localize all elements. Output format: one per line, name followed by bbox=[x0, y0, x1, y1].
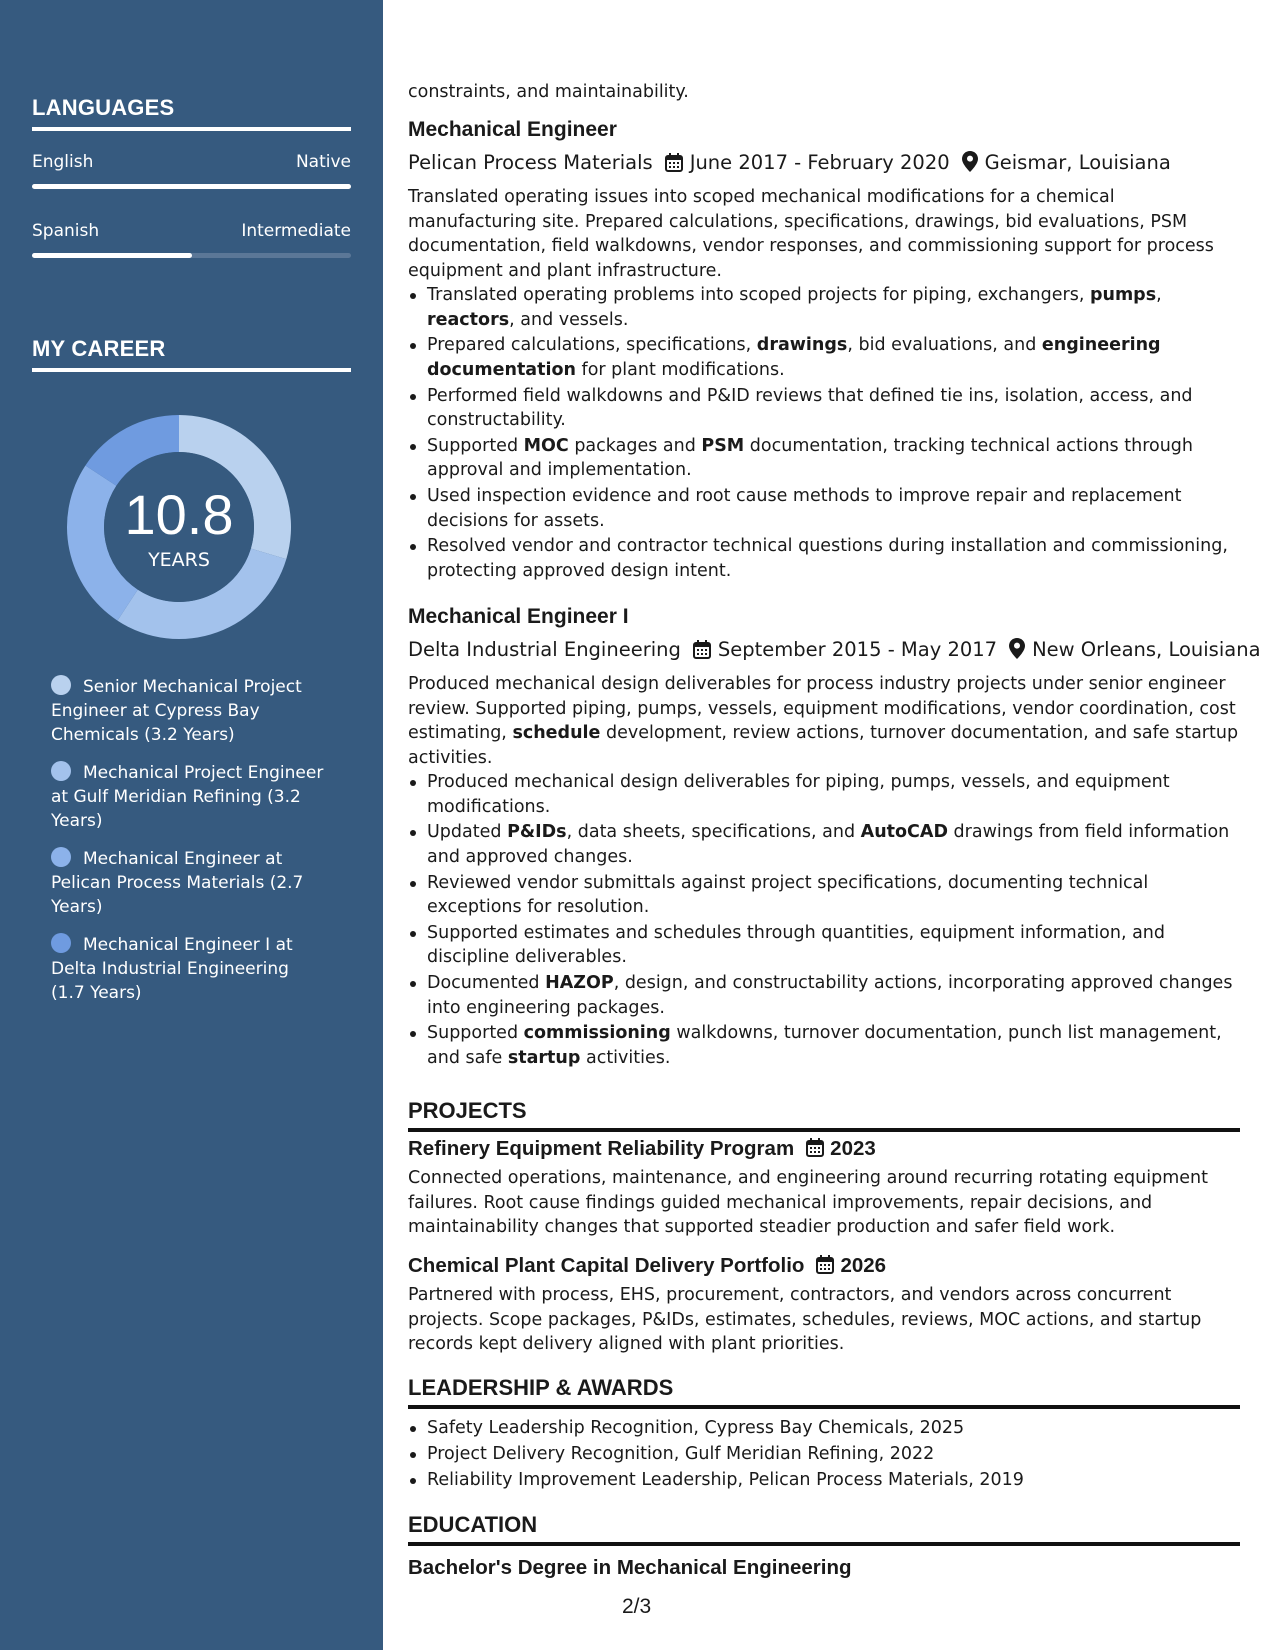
language-proficiency-fill bbox=[32, 253, 192, 258]
map-pin-icon bbox=[962, 151, 978, 177]
calendar-icon bbox=[806, 1138, 824, 1163]
bullet-item: Prepared calculations, specifications, drawings, bid evaluations, and engineering documentation for plant modifications. bbox=[408, 333, 1240, 382]
career-legend-item bbox=[51, 675, 327, 747]
bullet-item: Documented HAZOP, design, and constructability actions, incorporating approved changes into engineering packages. bbox=[408, 971, 1240, 1020]
career-total bbox=[67, 415, 291, 639]
job-title: Mechanical Engineer I bbox=[408, 605, 629, 628]
career-legend-item bbox=[51, 761, 327, 833]
career-heading: MY CAREER bbox=[32, 336, 351, 372]
job-bullets bbox=[408, 770, 1240, 1072]
project-title: Refinery Equipment Reliability Program bbox=[408, 1137, 795, 1160]
bullet-item: Produced mechanical design deliverables for piping, pumps, vessels, and equipment modifications. bbox=[408, 770, 1240, 819]
job-company: Pelican Process Materials bbox=[408, 151, 653, 174]
project-year: 2023 bbox=[830, 1137, 876, 1160]
award-item: Project Delivery Recognition, Gulf Meridian Refining, 2022 bbox=[408, 1442, 1240, 1467]
job-company: Delta Industrial Engineering bbox=[408, 638, 681, 661]
legend-dot-icon bbox=[51, 761, 71, 781]
legend-dot-icon bbox=[51, 847, 71, 867]
job-bullets bbox=[408, 283, 1240, 585]
job-dates: June 2017 - February 2020 bbox=[689, 151, 950, 174]
education-degree: Bachelor's Degree in Mechanical Engineering bbox=[408, 1556, 852, 1579]
project-description: Connected operations, maintenance, and engineering around recurring rotating equipment failures. Root cause findings guided mechanical improvements, repair decisions, and maintainability changes that supported steadier production and safer field work. bbox=[408, 1168, 1208, 1237]
bullet-item: Supported estimates and schedules through quantities, equipment information, and discipline deliverables. bbox=[408, 921, 1240, 970]
job-summary: Produced mechanical design deliverables for process industry projects under senior engineer review. Supported piping, pumps, vessels, equipment modifications, vendor coordination, cost estimating, schedule development, review actions, turnover documentation, and safe startup activities. bbox=[408, 674, 1239, 768]
career-legend-label: Mechanical Engineer I at Delta Industrial Engineering (1.7 Years) bbox=[51, 935, 293, 1003]
career-legend-item bbox=[51, 847, 327, 919]
project-title: Chemical Plant Capital Delivery Portfolio bbox=[408, 1254, 805, 1277]
sidebar bbox=[0, 0, 383, 1650]
bullet-item: Translated operating problems into scoped projects for piping, exchangers, pumps, reactors, and vessels. bbox=[408, 283, 1240, 332]
job-location: New Orleans, Louisiana bbox=[1032, 638, 1261, 661]
calendar-icon bbox=[816, 1255, 834, 1280]
project-title-row bbox=[408, 1137, 876, 1163]
language-proficiency-bar bbox=[32, 184, 351, 189]
bullet-item: Reviewed vendor submittals against project specifications, documenting technical exceptions for resolution. bbox=[408, 871, 1240, 920]
job-meta bbox=[408, 151, 1171, 177]
page-number: 2/3 bbox=[622, 1595, 652, 1618]
map-pin-icon bbox=[1009, 638, 1025, 664]
bullet-item: Supported commissioning walkdowns, turnover documentation, punch list management, and safe startup activities. bbox=[408, 1021, 1240, 1070]
language-name: Spanish bbox=[32, 221, 100, 241]
language-proficiency-fill bbox=[32, 184, 351, 189]
calendar-icon bbox=[693, 640, 711, 664]
job-meta bbox=[408, 638, 1261, 664]
calendar-icon bbox=[665, 153, 683, 177]
award-item: Reliability Improvement Leadership, Pelican Process Materials, 2019 bbox=[408, 1468, 1240, 1493]
bullet-item: Supported MOC packages and PSM documentation, tracking technical actions through approval and implementation. bbox=[408, 434, 1240, 483]
job-title: Mechanical Engineer bbox=[408, 118, 617, 141]
projects-heading: PROJECTS bbox=[408, 1098, 1240, 1132]
bullet-item: Performed field walkdowns and P&ID reviews that defined tie ins, isolation, access, and constructability. bbox=[408, 384, 1240, 433]
languages-heading: LANGUAGES bbox=[32, 95, 351, 131]
bullet-item: Resolved vendor and contractor technical questions during installation and commissioning, protecting approved design intent. bbox=[408, 534, 1240, 583]
job-location: Geismar, Louisiana bbox=[984, 151, 1171, 174]
job-summary: Translated operating issues into scoped mechanical modifications for a chemical manufacturing site. Prepared calculations, specifications, drawings, bid evaluations, PSM documentation, field walkdowns, vendor responses, and commissioning support for process equipment and plant infrastructure. bbox=[408, 187, 1214, 281]
career-legend-item bbox=[51, 933, 327, 1005]
project-year: 2026 bbox=[840, 1254, 887, 1277]
education-heading: EDUCATION bbox=[408, 1512, 1240, 1546]
bullet-item: Used inspection evidence and root cause methods to improve repair and replacement decisions for assets. bbox=[408, 484, 1240, 533]
legend-dot-icon bbox=[51, 933, 71, 953]
career-legend-label: Mechanical Project Engineer at Gulf Meridian Refining (3.2 Years) bbox=[51, 763, 324, 831]
language-level: Native bbox=[295, 152, 351, 172]
continuation-text: constraints, and maintainability. bbox=[408, 82, 689, 102]
career-legend-label: Mechanical Engineer at Pelican Process Materials (2.7 Years) bbox=[51, 849, 304, 917]
project-description: Partnered with process, EHS, procurement, contractors, and vendors across concurrent projects. Scope packages, P&IDs, estimates, schedules, reviews, MOC actions, and startup records kept delivery aligned with plant priorities. bbox=[408, 1285, 1202, 1354]
bullet-item: Updated P&IDs, data sheets, specifications, and AutoCAD drawings from field information and approved changes. bbox=[408, 820, 1240, 869]
language-proficiency-bar bbox=[32, 253, 351, 258]
legend-dot-icon bbox=[51, 675, 71, 695]
awards-list bbox=[408, 1416, 1240, 1493]
leadership-heading: LEADERSHIP & AWARDS bbox=[408, 1375, 1240, 1409]
career-total-value: 10.8 bbox=[124, 483, 234, 546]
job-dates: September 2015 - May 2017 bbox=[717, 638, 998, 661]
language-name: English bbox=[32, 152, 94, 172]
career-total-unit: YEARS bbox=[148, 549, 210, 571]
language-level: Intermediate bbox=[241, 221, 351, 241]
award-item: Safety Leadership Recognition, Cypress Bay Chemicals, 2025 bbox=[408, 1416, 1240, 1441]
project-title-row bbox=[408, 1254, 886, 1280]
career-legend-label: Senior Mechanical Project Engineer at Cypress Bay Chemicals (3.2 Years) bbox=[51, 677, 302, 745]
